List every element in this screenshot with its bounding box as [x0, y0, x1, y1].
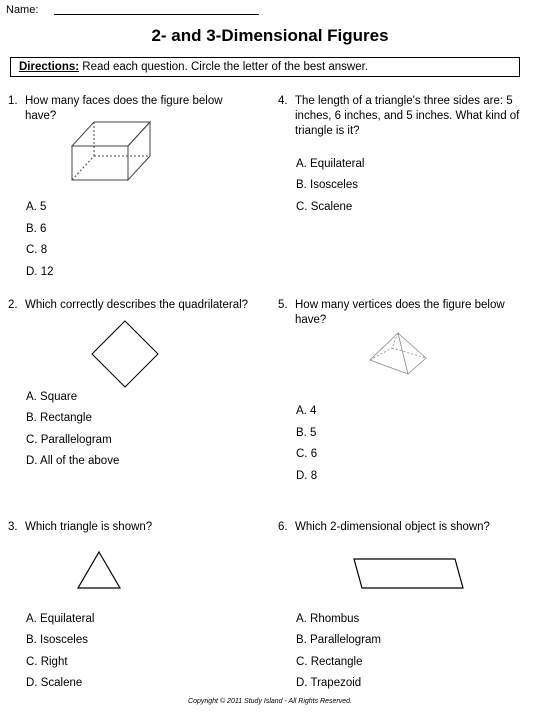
name-blank-line[interactable]: [54, 14, 259, 15]
directions-label: Directions:: [19, 61, 80, 73]
question-text: Which 2-dimensional object is shown?: [295, 521, 490, 533]
option-a[interactable]: A. 5: [26, 201, 47, 213]
rectangular-prism-figure: [68, 118, 158, 184]
question-text: The length of a triangle's three sides are: 5 inches, 6 inches, and 5 inches. What kind of triangle is it?: [295, 95, 520, 137]
triangle-figure: [76, 550, 124, 592]
option-a[interactable]: A. Equilateral: [296, 158, 365, 170]
parallelogram-figure: [350, 556, 468, 592]
question-text: Which correctly describes the quadrilateral?: [25, 299, 249, 311]
option-c[interactable]: C. Parallelogram: [26, 434, 112, 446]
option-b[interactable]: B. 5: [296, 427, 317, 439]
option-b[interactable]: B. 6: [26, 223, 47, 235]
option-a[interactable]: A. Square: [26, 391, 78, 403]
name-label: Name:: [6, 4, 39, 16]
question-text: How many vertices does the figure below have?: [295, 299, 505, 326]
option-a[interactable]: A. Rhombus: [296, 613, 360, 625]
question-6: [278, 520, 533, 540]
option-c[interactable]: C. Right: [26, 656, 68, 668]
option-c[interactable]: C. 8: [26, 244, 48, 256]
directions-box: [10, 57, 520, 77]
option-d[interactable]: D. All of the above: [26, 455, 120, 467]
option-c[interactable]: C. 6: [296, 448, 318, 460]
name-field: [6, 4, 38, 16]
directions-text: Read each question. Circle the letter of the best answer.: [79, 61, 369, 73]
question-3: [8, 520, 263, 540]
option-a[interactable]: A. Equilateral: [26, 613, 95, 625]
option-a[interactable]: A. 4: [296, 405, 317, 417]
option-d[interactable]: D. Scalene: [26, 677, 83, 689]
option-d[interactable]: D. 12: [26, 266, 54, 278]
question-number: 5.: [278, 299, 288, 311]
question-number: 6.: [278, 521, 288, 533]
option-b[interactable]: B. Parallelogram: [296, 634, 382, 646]
question-5: [278, 298, 533, 332]
option-b[interactable]: B. Isosceles: [26, 634, 88, 646]
copyright-footer: Copyright © 2011 Study Island - All Rights Reserved.: [188, 698, 352, 705]
question-number: 1.: [8, 95, 18, 107]
option-c[interactable]: C. Scalene: [296, 201, 353, 213]
question-text: How many faces does the figure below have?: [25, 95, 223, 122]
option-b[interactable]: B. Isosceles: [296, 179, 358, 191]
question-text: Which triangle is shown?: [25, 521, 153, 533]
pyramid-figure: [366, 330, 432, 378]
question-4: [278, 94, 533, 142]
option-c[interactable]: C. Rectangle: [296, 656, 363, 668]
rotated-square-figure: [90, 318, 162, 390]
question-2: [8, 298, 273, 318]
question-number: 4.: [278, 95, 288, 107]
option-d[interactable]: D. Trapezoid: [296, 677, 362, 689]
page-title: 2- and 3-Dimensional Figures: [151, 26, 389, 45]
question-number: 3.: [8, 521, 18, 533]
question-number: 2.: [8, 299, 18, 311]
option-b[interactable]: B. Rectangle: [26, 412, 92, 424]
option-d[interactable]: D. 8: [296, 470, 318, 482]
